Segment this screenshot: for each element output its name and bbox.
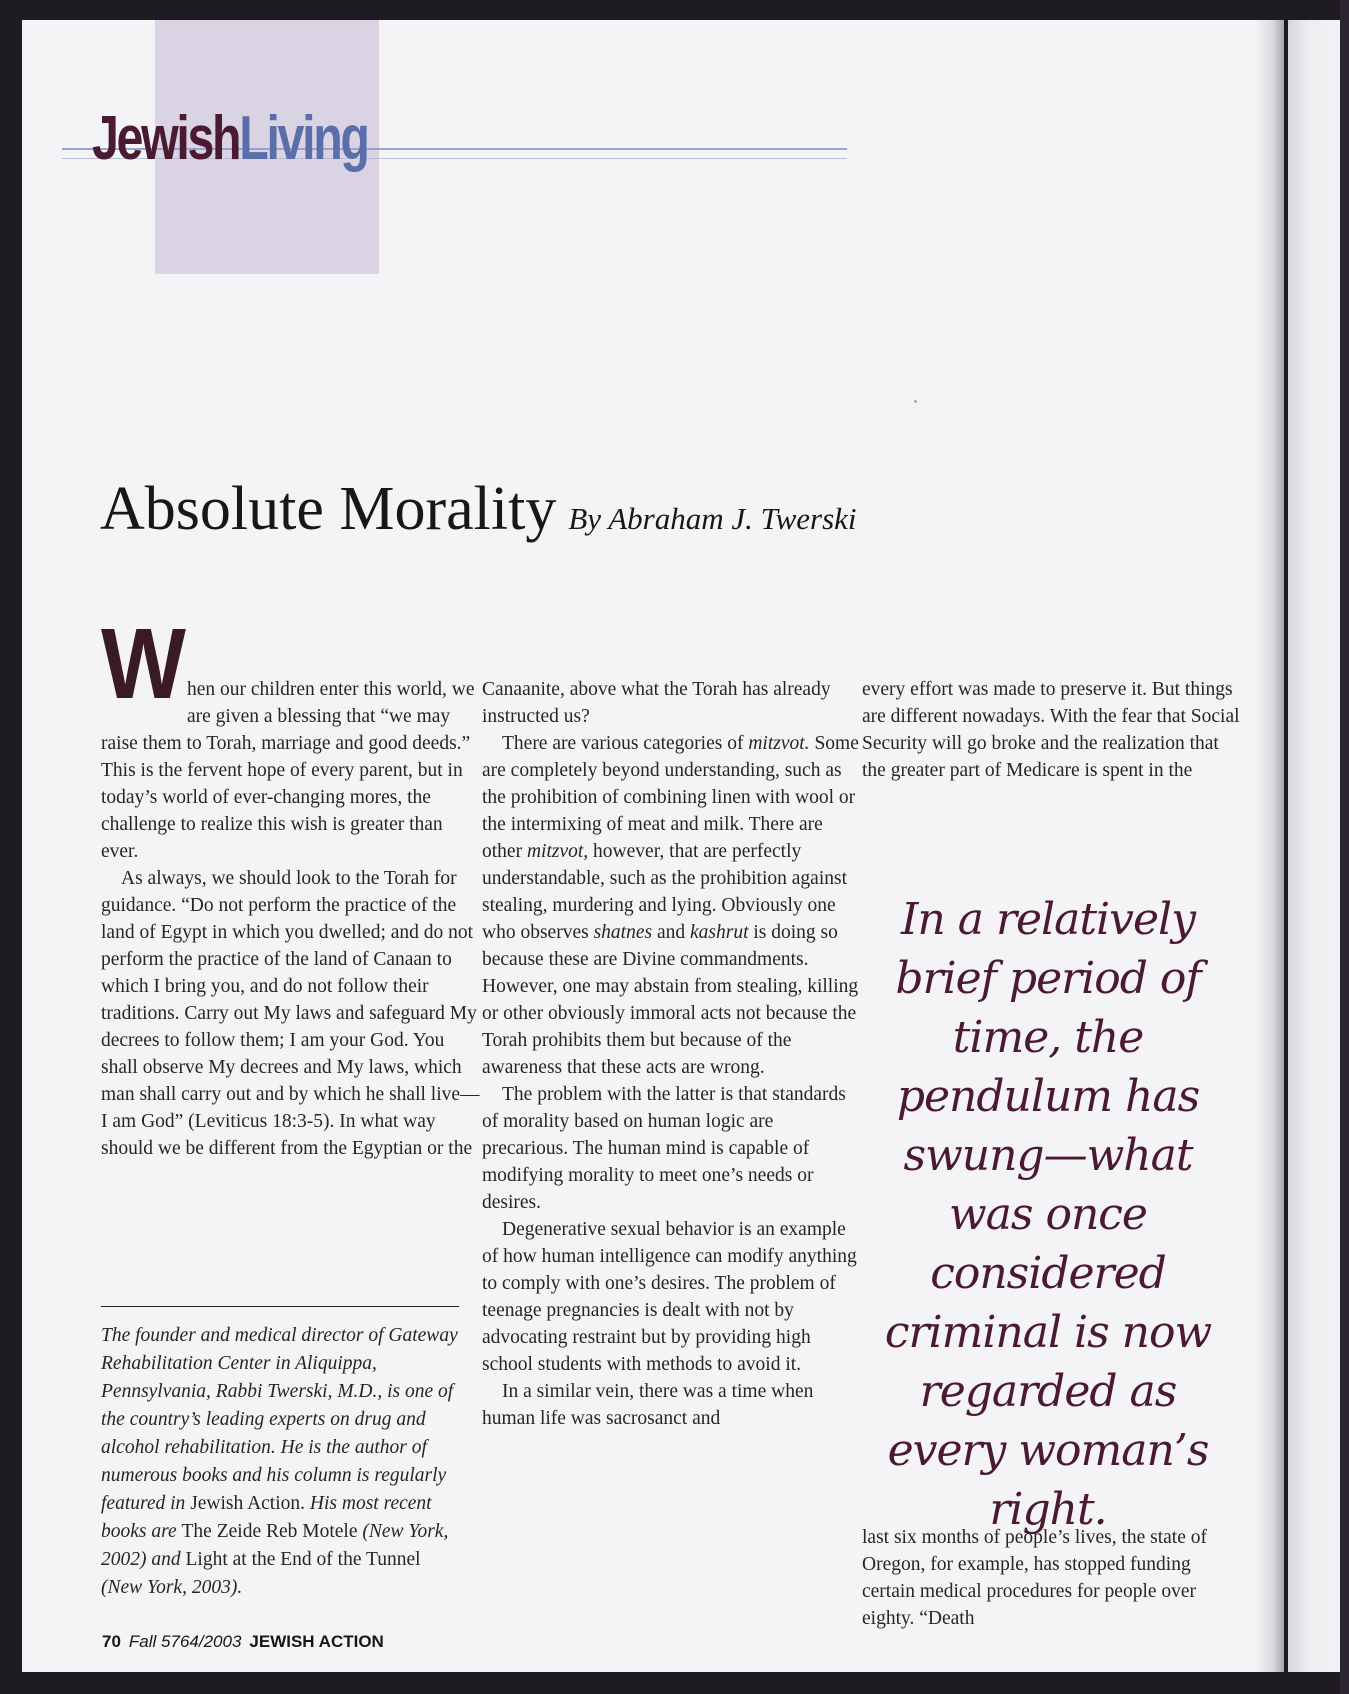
column-2: [482, 676, 860, 1432]
section-title: [92, 104, 368, 173]
drop-cap: W: [101, 608, 186, 720]
byline: By Abraham J. Twerski: [568, 501, 857, 536]
paragraph: Degenerative sexual behavior is an example of how human intelligence can modify anything to comply with one’s desires. The problem of teenage pregnancies is dealt with not by advocating restraint but by providing high school students with methods to avoid it.: [482, 1219, 857, 1375]
author-bio: [101, 1322, 466, 1602]
text-run: Some are completely beyond understanding, such as the prohibition of combining linen with wool or the intermixing of meat and milk. There are other: [482, 733, 859, 862]
scan-speck: [914, 400, 917, 403]
bio-book-title: Light at the End of the Tunnel: [185, 1549, 421, 1570]
text-run: There are various categories of: [502, 733, 749, 754]
italic-term: mitzvot.: [748, 733, 810, 754]
bio-divider: [101, 1306, 459, 1307]
bio-book-title: The Zeide Reb Motele: [181, 1521, 358, 1542]
paragraph: [482, 730, 860, 1081]
section-title-jewish: Jewish: [92, 104, 240, 173]
bio-text: The founder and medical director of Gateway Rehabilitation Center in Aliquippa, Pennsylvania, Rabbi Twerski, M.D., is one of the country’s leading experts on drug and alcohol rehabilitation. He is the author of numerous books and his column is regularly featured in: [101, 1325, 458, 1514]
gutter-shadow: [1254, 20, 1284, 1672]
text-run: and: [652, 922, 690, 943]
next-page-edge: [1288, 20, 1340, 1672]
paragraph: The problem with the latter is that standards of morality based on human logic are precarious. The human mind is capable of modifying morality to meet one’s needs or desires.: [482, 1084, 846, 1213]
paragraph: In a similar vein, there was a time when human life was sacrosanct and: [482, 1381, 814, 1429]
bio-text: (New York, 2003).: [101, 1577, 243, 1598]
column-1: [101, 608, 483, 1162]
bio-text: His most recent books are: [101, 1493, 432, 1542]
column-3-bottom: [862, 1524, 1244, 1632]
text-run: however, that are perfectly understandable, such as the prohibition against stealing, murdering and lying. Obviously one who observes: [482, 841, 847, 943]
section-title-living: Living: [239, 104, 368, 173]
bio-magazine-name: Jewish Action.: [190, 1493, 306, 1514]
article-title-text: Absolute Morality: [100, 475, 557, 543]
paragraph: last six months of people’s lives, the state of Oregon, for example, has stopped funding certain medical procedures for people over eighty. “Death: [862, 1527, 1207, 1629]
italic-term: kashrut: [689, 922, 749, 943]
issue-label: Fall 5764/2003: [128, 1632, 242, 1651]
article-title: [100, 475, 857, 543]
paragraph: As always, we should look to the Torah for guidance. “Do not perform the practice of the land of Egypt in which you dwelled; and do not perform the practice of the land of Canaan to which I bring you, and do not follow their traditions. Carry out My laws and safeguard My decrees to follow them; I am your God. You shall observe My decrees and My laws, which man shall carry out and by which he shall live—I am God” (Leviticus 18:3-5). In what way should we be different from the Egyptian or the: [101, 868, 480, 1159]
text-run: is doing so because these are Divine commandments. However, one may abstain from stealing, killing or other obviously immoral acts not because the Torah prohibits them but because of the awareness that these acts are wrong.: [482, 922, 859, 1078]
pull-quote: In a relatively brief period of time, the pendulum has swung—what was once considered criminal is now regarded as every woman’s right.: [884, 894, 1212, 1535]
italic-term: mitzvot,: [526, 841, 589, 862]
italic-term: shatnes: [593, 922, 653, 943]
paragraph: hen our children enter this world, we are given a blessing that “we may raise them to Torah, marriage and good deeds.” This is the fervent hope of every parent, but in today’s world of ever-changing mores, the challenge to realize this wish is greater than ever.: [101, 679, 475, 862]
column-3-top: [862, 676, 1244, 784]
magazine-page: [22, 20, 1284, 1672]
bio-text: (New York, 2002) and: [101, 1521, 449, 1570]
paragraph: Canaanite, above what the Torah has already instructed us?: [482, 679, 831, 727]
scan-border: [1340, 0, 1349, 1694]
page-number: 70: [102, 1632, 121, 1651]
magazine-name: JEWISH ACTION: [249, 1632, 384, 1651]
page-footer: [102, 1632, 384, 1652]
paragraph: every effort was made to preserve it. But things are different nowadays. With the fear that Social Security will go broke and the realization that the greater part of Medicare is spent in the: [862, 679, 1240, 781]
